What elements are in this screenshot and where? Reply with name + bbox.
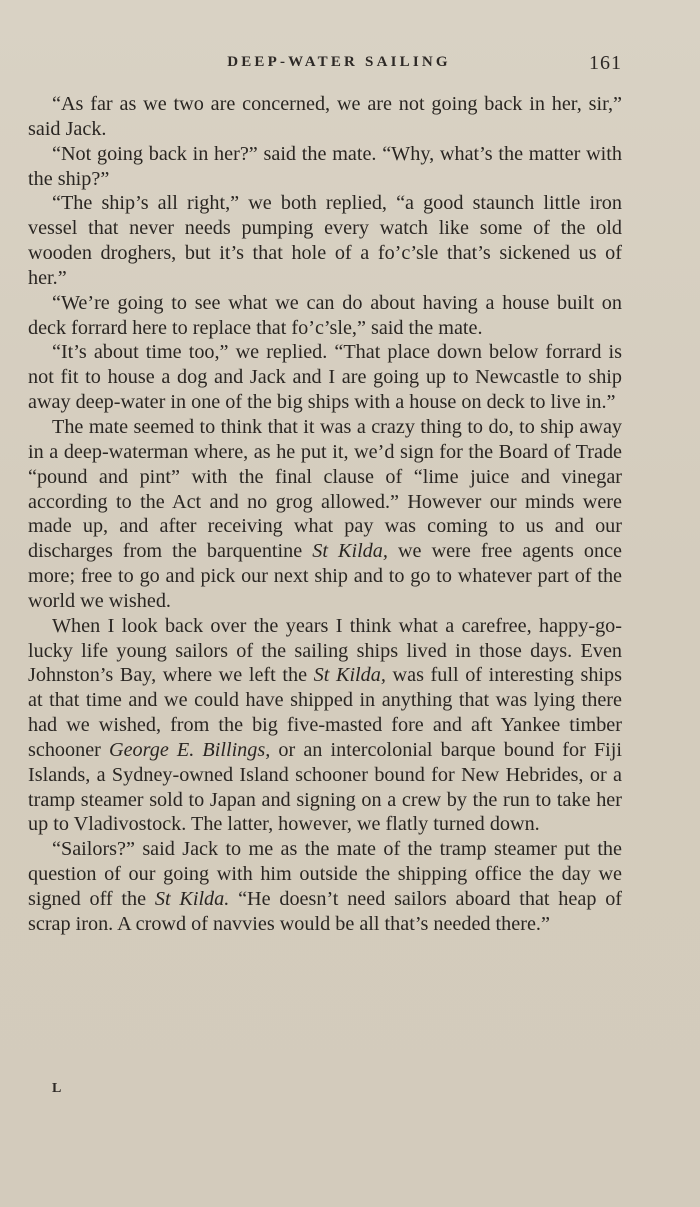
italic-ship-name: St Kilda,	[312, 540, 388, 563]
italic-ship-name: George E. Billings,	[109, 738, 271, 761]
text-run: “Sailors?” said Jack to me as the mate of the tramp steamer put the question of our going with him outside the shipping office the day we signed off the	[28, 838, 622, 910]
paragraph	[28, 614, 622, 838]
text-run: “The ship’s all right,” we both replied, “a good staunch little iron vessel that never needs pumping every watch like some of the old wooden droghers, but it’s that hole of a fo’c’sle that’s sickened us of her.”	[28, 192, 622, 289]
body-text	[28, 92, 622, 937]
paragraph	[28, 191, 622, 290]
text-run: we were free agents once more; free to go and pick our next ship and to go to whatever part of the world we wished.	[28, 540, 622, 612]
text-run: When I look back over the years I think what a carefree, happy-go-lucky life young sailors of the sailing ships lived in those days. Even Johnston’s Bay, where we left the	[28, 614, 622, 687]
text-run: “As far as we two are concerned, we are not going back in her, sir,” said Jack.	[28, 93, 622, 140]
running-head	[28, 52, 622, 76]
text-run: was full of interesting ships at that time and we could have shipped in anything that was lying there had we wished, from the big five-masted fore and aft Yankee timber schooner	[28, 664, 622, 761]
text-run: “Not going back in her?” said the mate. “Why, what’s the matter with the ship?”	[28, 142, 622, 190]
text-run: or an intercolonial barque bound for Fiji Islands, a Sydney-owned Island schooner bound for New Hebrides, or a tramp steamer sold to Japan and signing on a crew by the run to take her up to Vladivostock. The latter, however, we flatly turned down.	[28, 738, 623, 836]
text-run: “We’re going to see what we can do about having a house built on deck forrard here to replace that fo’c’sle,” said the mate.	[28, 291, 622, 339]
paragraph	[28, 291, 622, 341]
italic-ship-name: St Kilda.	[154, 888, 230, 910]
text-run: The mate seemed to think that it was a crazy thing to do, to ship away in a deep-waterman where, as he put it, we’d sign for the Board of Trade “pound and pint” with the final clause of “lime juice and vinegar according to the Act and no grog allowed.” However our minds were made up, and after receiving what pay was coming to us and our discharges from the barquentine	[28, 415, 622, 563]
text-run: “It’s about time too,” we replied. “That place down below forrard is not fit to house a dog and Jack and I are going up to Newcastle to ship away deep-water in one of the big ships with a house on deck to live in.”	[28, 341, 622, 414]
paragraph	[28, 837, 622, 936]
paragraph	[28, 340, 622, 415]
paragraph	[28, 92, 622, 142]
signature-mark: L	[52, 1081, 63, 1096]
paragraph	[28, 415, 622, 614]
text-run: “He doesn’t need sailors aboard that heap of scrap iron. A crowd of navvies would be all that’s needed there.”	[28, 888, 623, 935]
page-number: 161	[589, 52, 622, 74]
running-head-title: DEEP-WATER SAILING	[227, 54, 451, 70]
paragraph	[28, 142, 622, 192]
italic-ship-name: St Kilda,	[313, 664, 386, 687]
